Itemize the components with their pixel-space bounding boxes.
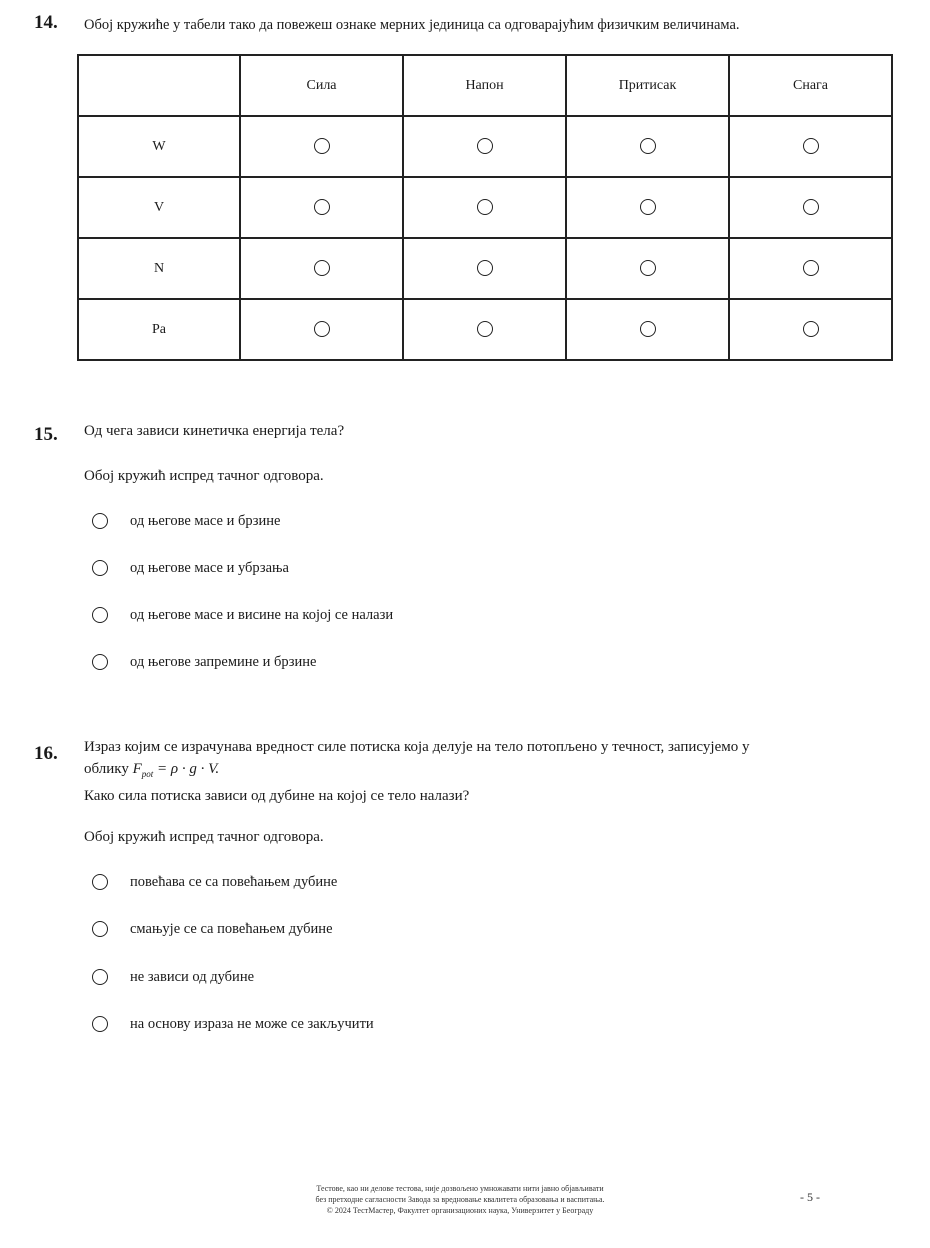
question-15-option[interactable]: [92, 510, 280, 532]
answer-circle[interactable]: [477, 321, 493, 337]
table-header-cell: Напон: [403, 55, 566, 116]
option-circle[interactable]: [92, 874, 108, 890]
answer-circle[interactable]: [314, 321, 330, 337]
answer-circle[interactable]: [640, 321, 656, 337]
row-unit-label: V: [78, 177, 240, 238]
formula-rest: = ρ · g · V.: [153, 761, 220, 777]
option-circle[interactable]: [92, 921, 108, 937]
table-row: [78, 116, 892, 177]
answer-circle[interactable]: [314, 138, 330, 154]
table-header-cell: Сила: [240, 55, 403, 116]
option-circle[interactable]: [92, 654, 108, 670]
answer-circle[interactable]: [803, 138, 819, 154]
table-header-cell: Снага: [729, 55, 892, 116]
footer-line: © 2024 ТестМастер, Факултет организационих наука, Универзитет у Београду: [326, 1206, 594, 1215]
table-header-cell: Притисак: [566, 55, 729, 116]
option-label: смањује се са повећањем дубине: [130, 920, 333, 937]
answer-circle[interactable]: [803, 260, 819, 276]
option-label: од његове масе и убрзања: [130, 559, 289, 576]
answer-circle[interactable]: [314, 199, 330, 215]
question-14-text: Обој кружиће у табели тако да повежеш ознаке мерних јединица са одговарајућим физичким величинама.: [84, 17, 740, 33]
answer-circle[interactable]: [640, 138, 656, 154]
row-unit-label: W: [78, 116, 240, 177]
question-15-text: Од чега зависи кинетичка енергија тела?: [84, 423, 345, 439]
footer-line: без претходне сагласности Завода за вредновање квалитета образовања и васпитања.: [315, 1195, 605, 1204]
option-circle[interactable]: [92, 1016, 108, 1032]
formula-subscript: pot: [141, 769, 154, 779]
row-unit-label: N: [78, 238, 240, 299]
page-number: - 5 -: [800, 1190, 820, 1204]
question-16-instruction: Обој кружић испред тачног одговора.: [84, 829, 324, 845]
formula-f: F: [132, 761, 142, 777]
row-unit-label: Pa: [78, 299, 240, 360]
answer-circle[interactable]: [477, 260, 493, 276]
answer-circle[interactable]: [803, 321, 819, 337]
option-label: на основу израза не може се закључити: [130, 1015, 374, 1032]
question-15-option[interactable]: [92, 651, 316, 673]
option-circle[interactable]: [92, 969, 108, 985]
question-16-option[interactable]: [92, 918, 333, 940]
answer-circle[interactable]: [477, 138, 493, 154]
question-16-option[interactable]: [92, 1013, 374, 1035]
question-16-number: 16.: [34, 743, 58, 764]
footer-line: Тестове, као ни делове тестова, није дозвољено умножавати нити јавно објављивати: [316, 1184, 604, 1193]
answer-circle[interactable]: [803, 199, 819, 215]
question-16-text: [84, 736, 864, 807]
option-label: не зависи од дубине: [130, 968, 255, 985]
answer-circle[interactable]: [640, 260, 656, 276]
units-table: [77, 54, 893, 361]
table-header-empty: [78, 55, 240, 116]
option-circle[interactable]: [92, 607, 108, 623]
question-15-number: 15.: [34, 424, 58, 445]
question-15-instruction: Обој кружић испред тачног одговора.: [84, 468, 324, 484]
question-16-line1: Израз којим се израчунава вредност силе потиска која делује на тело потопљено у течност, записујемо у: [84, 739, 750, 755]
question-15-option[interactable]: [92, 557, 289, 579]
question-16-line3: Како сила потиска зависи од дубине на којој се тело налази?: [84, 788, 470, 804]
question-14-number: 14.: [34, 12, 58, 33]
table-row: [78, 299, 892, 360]
option-circle[interactable]: [92, 560, 108, 576]
answer-circle[interactable]: [477, 199, 493, 215]
option-label: од његове масе и висине на којој се налази: [130, 606, 394, 623]
footer-copyright: [220, 1183, 700, 1216]
option-label: повећава се са повећањем дубине: [130, 873, 338, 890]
question-16-option[interactable]: [92, 966, 254, 988]
table-row: [78, 238, 892, 299]
table-row: [78, 177, 892, 238]
question-15-option[interactable]: [92, 604, 393, 626]
question-16-option[interactable]: [92, 871, 337, 893]
option-label: од његове запремине и брзине: [130, 653, 317, 670]
formula-prefix: облику: [84, 761, 129, 777]
answer-circle[interactable]: [640, 199, 656, 215]
option-label: од његове масе и брзине: [130, 512, 281, 529]
answer-circle[interactable]: [314, 260, 330, 276]
question-16-formula-line: [84, 758, 864, 785]
option-circle[interactable]: [92, 513, 108, 529]
table-header-row: [78, 55, 892, 116]
